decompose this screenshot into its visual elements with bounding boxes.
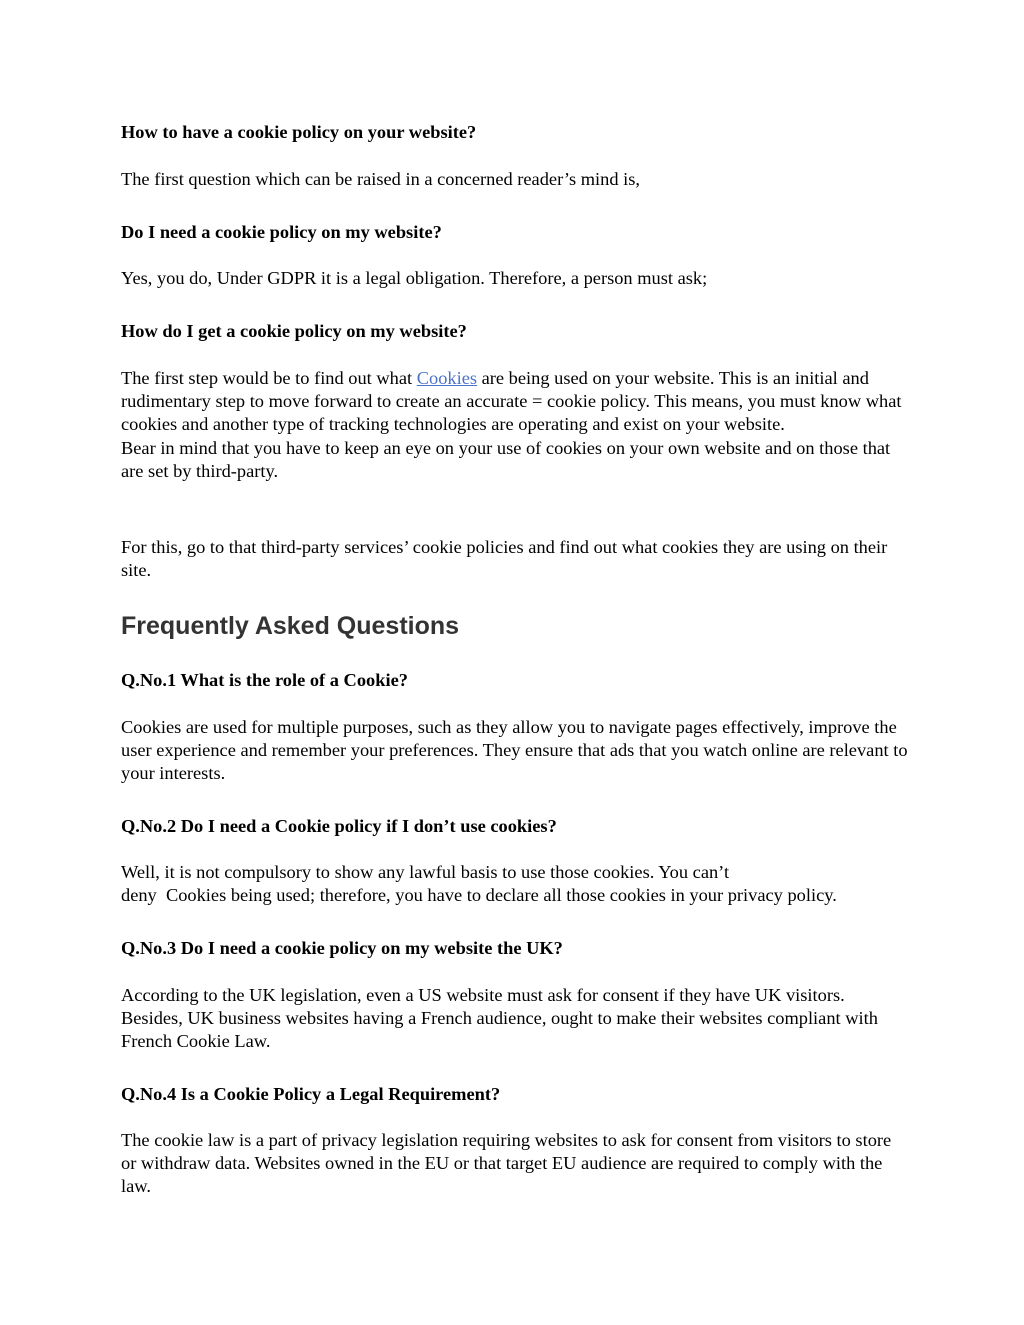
faq-answer-4: The cookie law is a part of privacy legislation requiring websites to ask for consent from visitors to store or withdraw data. Websites owned in the EU or that target EU audience are required to comply with the law. [121, 1130, 892, 1197]
answer-need-policy: Yes, you do, Under GDPR it is a legal obligation. Therefore, a person must ask; [121, 268, 708, 288]
first-step-text-end: are being used on your website. This is an initial and rudimentary step to move forward to create an accurate = cookie policy. This means, you must know what cookies and another type of tracking technologies are operating and exist on your website. [121, 368, 902, 435]
faq-question-2: Q.No.2 Do I need a Cookie policy if I don’t use cookies? [121, 816, 557, 836]
first-step-paragraph [121, 367, 911, 483]
faq-answer-3: According to the UK legislation, even a US website must ask for consent if they have UK visitors. Besides, UK business websites having a French audience, ought to make their websites compliant with French Cookie Law. [121, 985, 878, 1052]
faq-answer-1: Cookies are used for multiple purposes, such as they allow you to navigate pages effectively, improve the user experience and remember your preferences. They ensure that ads that you watch online are relevant to your interests. [121, 717, 908, 784]
cookies-link[interactable]: Cookies [416, 368, 478, 388]
section-heading: How to have a cookie policy on your website? [121, 122, 477, 142]
faq-question-3: Q.No.3 Do I need a cookie policy on my website the UK? [121, 938, 563, 958]
first-step-text-start: The first step would be to find out what [121, 368, 417, 388]
faq-question-1: Q.No.1 What is the role of a Cookie? [121, 670, 408, 690]
faq-question-4: Q.No.4 Is a Cookie Policy a Legal Requirement? [121, 1084, 501, 1104]
third-party-paragraph: For this, go to that third-party services’ cookie policies and find out what cookies they are using on their site. [121, 537, 888, 581]
faq-answer-2-line-1: Well, it is not compulsory to show any lawful basis to use those cookies. You can’t [121, 862, 730, 882]
question-heading-need-policy: Do I need a cookie policy on my website? [121, 222, 442, 242]
bear-in-mind-text: Bear in mind that you have to keep an eye on your use of cookies on your own website and on those that are set by third-party. [121, 437, 891, 481]
faq-answer-2-line-2: deny Cookies being used; therefore, you have to declare all those cookies in your privacy policy. [121, 885, 837, 906]
question-heading-get-policy: How do I get a cookie policy on my website? [121, 321, 467, 341]
faq-answer-2 [121, 861, 911, 907]
faq-title: Frequently Asked Questions [121, 612, 460, 640]
intro-paragraph: The first question which can be raised in a concerned reader’s mind is, [121, 169, 641, 189]
